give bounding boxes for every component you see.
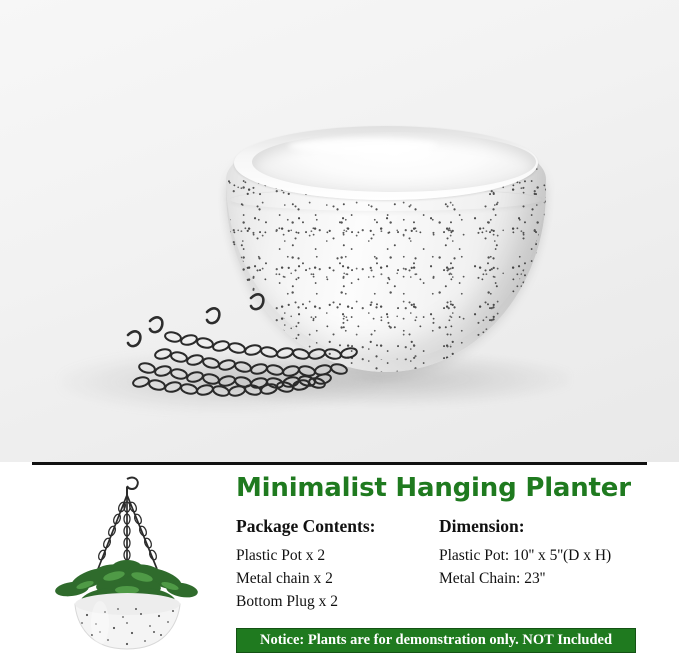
dimension-heading: Dimension: (439, 516, 525, 536)
chain-strand (154, 348, 348, 377)
chain-hook (251, 294, 263, 309)
package-contents-column (236, 516, 439, 613)
package-item: Metal chain x 2 (236, 570, 333, 587)
notice-banner (236, 628, 636, 653)
pot-rim-outer (234, 126, 538, 200)
chain-hook (150, 317, 162, 332)
details-columns (236, 516, 656, 613)
hanging-planter-inset-photo (30, 473, 225, 658)
pot-rim-highlight (288, 138, 438, 154)
chain-hook (207, 308, 219, 323)
package-item: Plastic Pot x 2 (236, 547, 326, 564)
package-item: Bottom Plug x 2 (236, 593, 339, 610)
dimension-column (439, 516, 654, 613)
chain-hook (128, 331, 140, 346)
chain-hook-icon (127, 478, 138, 495)
chain-strand (98, 495, 157, 569)
package-contents-heading: Package Contents: (236, 516, 376, 536)
inset-pot-highlight (91, 601, 109, 645)
notice-text: Notice: Plants are for demonstration only. NOT Included (259, 632, 613, 648)
dimension-item: Plastic Pot: 10'' x 5''(D x H) (439, 547, 612, 564)
metal-chain-set (55, 282, 385, 412)
page-title: Minimalist Hanging Planter (236, 473, 631, 503)
inset-pot-rim (75, 593, 180, 615)
product-info-panel (0, 465, 679, 660)
dimension-item: Metal Chain: 23'' (439, 570, 546, 587)
chain-strand (132, 376, 326, 397)
